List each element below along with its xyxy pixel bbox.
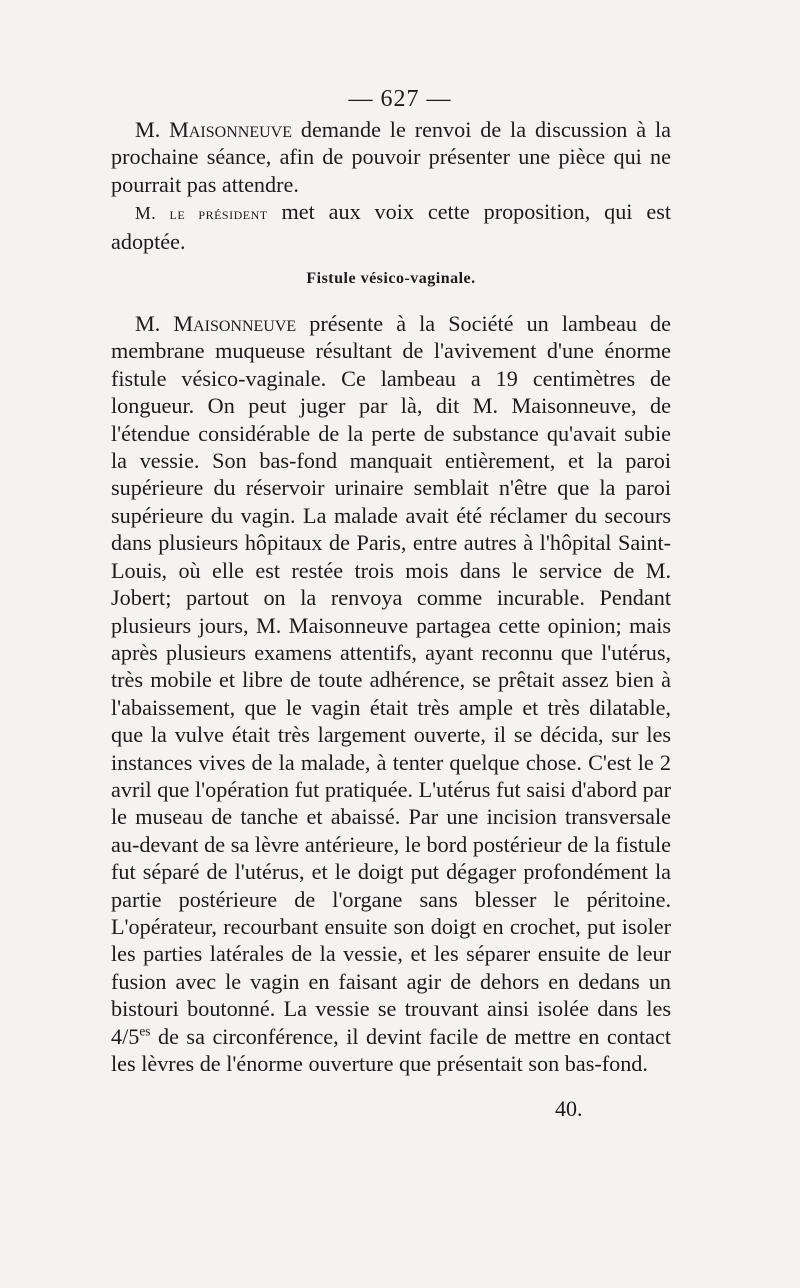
speaker-name: M. Maisonneuve — [135, 311, 297, 337]
paragraph-text: met aux voix cette proposition, qui est adoptée. — [111, 199, 671, 254]
paragraph-3 — [111, 310, 671, 1077]
paragraph-text-end: de sa circonférence, il devint facile de mettre en contact les lèvres de l'énorme ouverture que présentait son bas-fond. — [111, 1023, 671, 1076]
paragraph-2 — [111, 198, 671, 255]
page-number: — 627 — — [348, 86, 452, 112]
speaker-name: M. Maisonneuve — [135, 117, 292, 142]
paragraph-text: demande le renvoi de la discussion à la prochaine séance, afin de pouvoir présenter une pièce qui ne pourrait pas attendre. — [111, 117, 672, 197]
paragraph-text: présente à la Société un lambeau de membrane muqueuse résultant de l'avivement d'une énorme fistule vésico-vaginale. Ce lambeau a 19 centimètres de longueur. On peut juger par là, dit M. Maisonneuve, de l'étendue considérable de la perte de substance qu'avait subie la vessie. Son bas-fond manquait entièrement, et la paroi supérieure du réservoir urinaire semblait n'être que la paroi supérieure du vagin. La malade avait été réclamer du secours dans plusieurs hôpitaux de Paris, entre autres à l'hôpital Saint-Louis, où elle est restée trois mois dans le service de M. Jobert; partout on la renvoya comme incurable. Pendant plusieurs jours, M. Maisonneuve partagea cette opinion; mais après plusieurs examens attentifs, ayant reconnu que l'utérus, très mobile et libre de toute adhérence, se prêtait assez bien à l'abaissement, que le vagin était très ample et très dilatable, que la vulve était très largement ouverte, il se décida, sur les instances vives de la malade, à tenter quelque chose. C'est le 2 avril que l'opération fut pratiquée. L'utérus fut saisi d'abord par le museau de tanche et abaissé. Par une incision transversale au-devant de sa lèvre antérieure, le bord postérieur de la fistule fut séparé de l'utérus, et le doigt put dégager profondément la partie postérieure de l'organe sans blesser le péritoine. L'opérateur, recourbant ensuite son doigt en crochet, put isoler les parties latérales de la vessie, et les séparer ensuite de leur fusion avec le vagin en faisant agir de dehors en dedans un bistouri boutonné. La vessie se trouvant ainsi isolée dans les 4/5 — [111, 311, 671, 1049]
superscript: es — [139, 1023, 151, 1039]
body-text — [111, 116, 671, 1077]
signature-mark: 40. — [555, 1096, 583, 1121]
paragraph-1 — [111, 116, 671, 198]
section-heading: Fistule vésico-vaginale. — [306, 270, 476, 288]
speaker-name: M. le président — [135, 203, 268, 224]
